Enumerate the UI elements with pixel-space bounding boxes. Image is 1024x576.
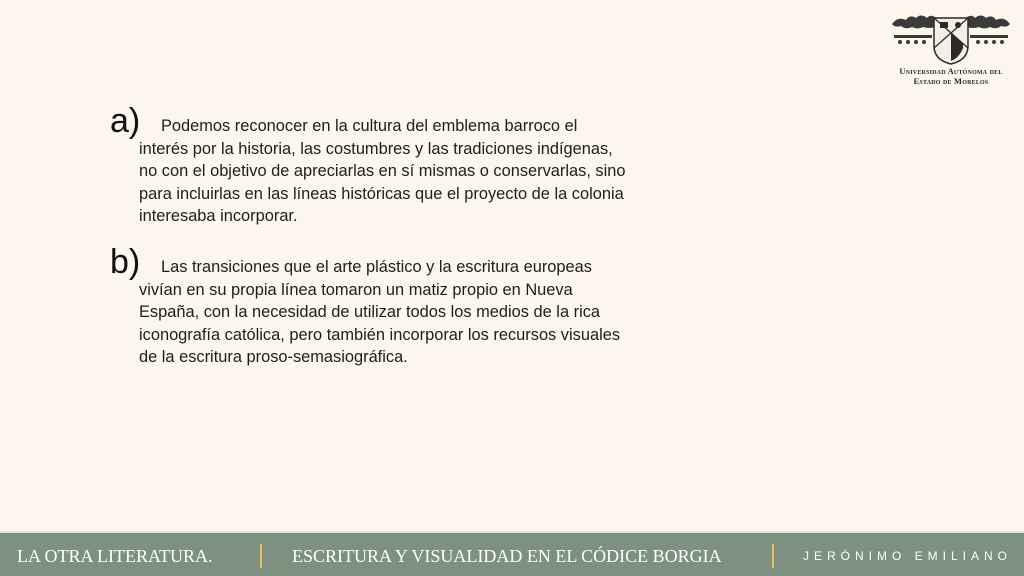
paragraph-b bbox=[139, 256, 630, 369]
footer-separator bbox=[260, 544, 262, 568]
list-item-b bbox=[110, 245, 630, 385]
paragraph-a bbox=[139, 115, 630, 228]
footer-divider bbox=[0, 531, 1024, 533]
paragraph-b-text: Las transiciones que el arte plástico y la escritura europeas vivían en su propia línea tomaron un matiz propio en Nueva España, con la necesidad de utilizar todos los medios de la rica iconografía católica, pero también incorporar los recursos visuales de la escritura proso-semasiográfica. bbox=[139, 258, 621, 367]
logo-university-name: Universidad Autónoma del bbox=[899, 66, 1003, 76]
footer-author: JERÓNIMO EMILIANO bbox=[803, 549, 1013, 563]
footer-separator bbox=[772, 544, 774, 568]
footer-series-title: LA OTRA LITERATURA. bbox=[17, 546, 213, 566]
list-item-a bbox=[110, 104, 630, 244]
logo-state-name: Estado de Morelos bbox=[913, 76, 989, 86]
uaem-logo bbox=[886, 12, 1016, 86]
list-marker: b) bbox=[110, 243, 141, 281]
footer-work-title: ESCRITURA Y VISUALIDAD EN EL CÓDICE BORGIA bbox=[292, 546, 722, 566]
paragraph-a-text: Podemos reconocer en la cultura del emblema barroco el interés por la historia, las costumbres y las tradiciones indígenas, no con el objetivo de apreciarlas en sí mismas o conservarlas, sino para incluirlas en las líneas históricas que el proyecto de la colonia interesaba incorporar. bbox=[139, 117, 626, 226]
university-crest-icon bbox=[890, 12, 1012, 66]
list-marker: a) bbox=[110, 102, 141, 140]
